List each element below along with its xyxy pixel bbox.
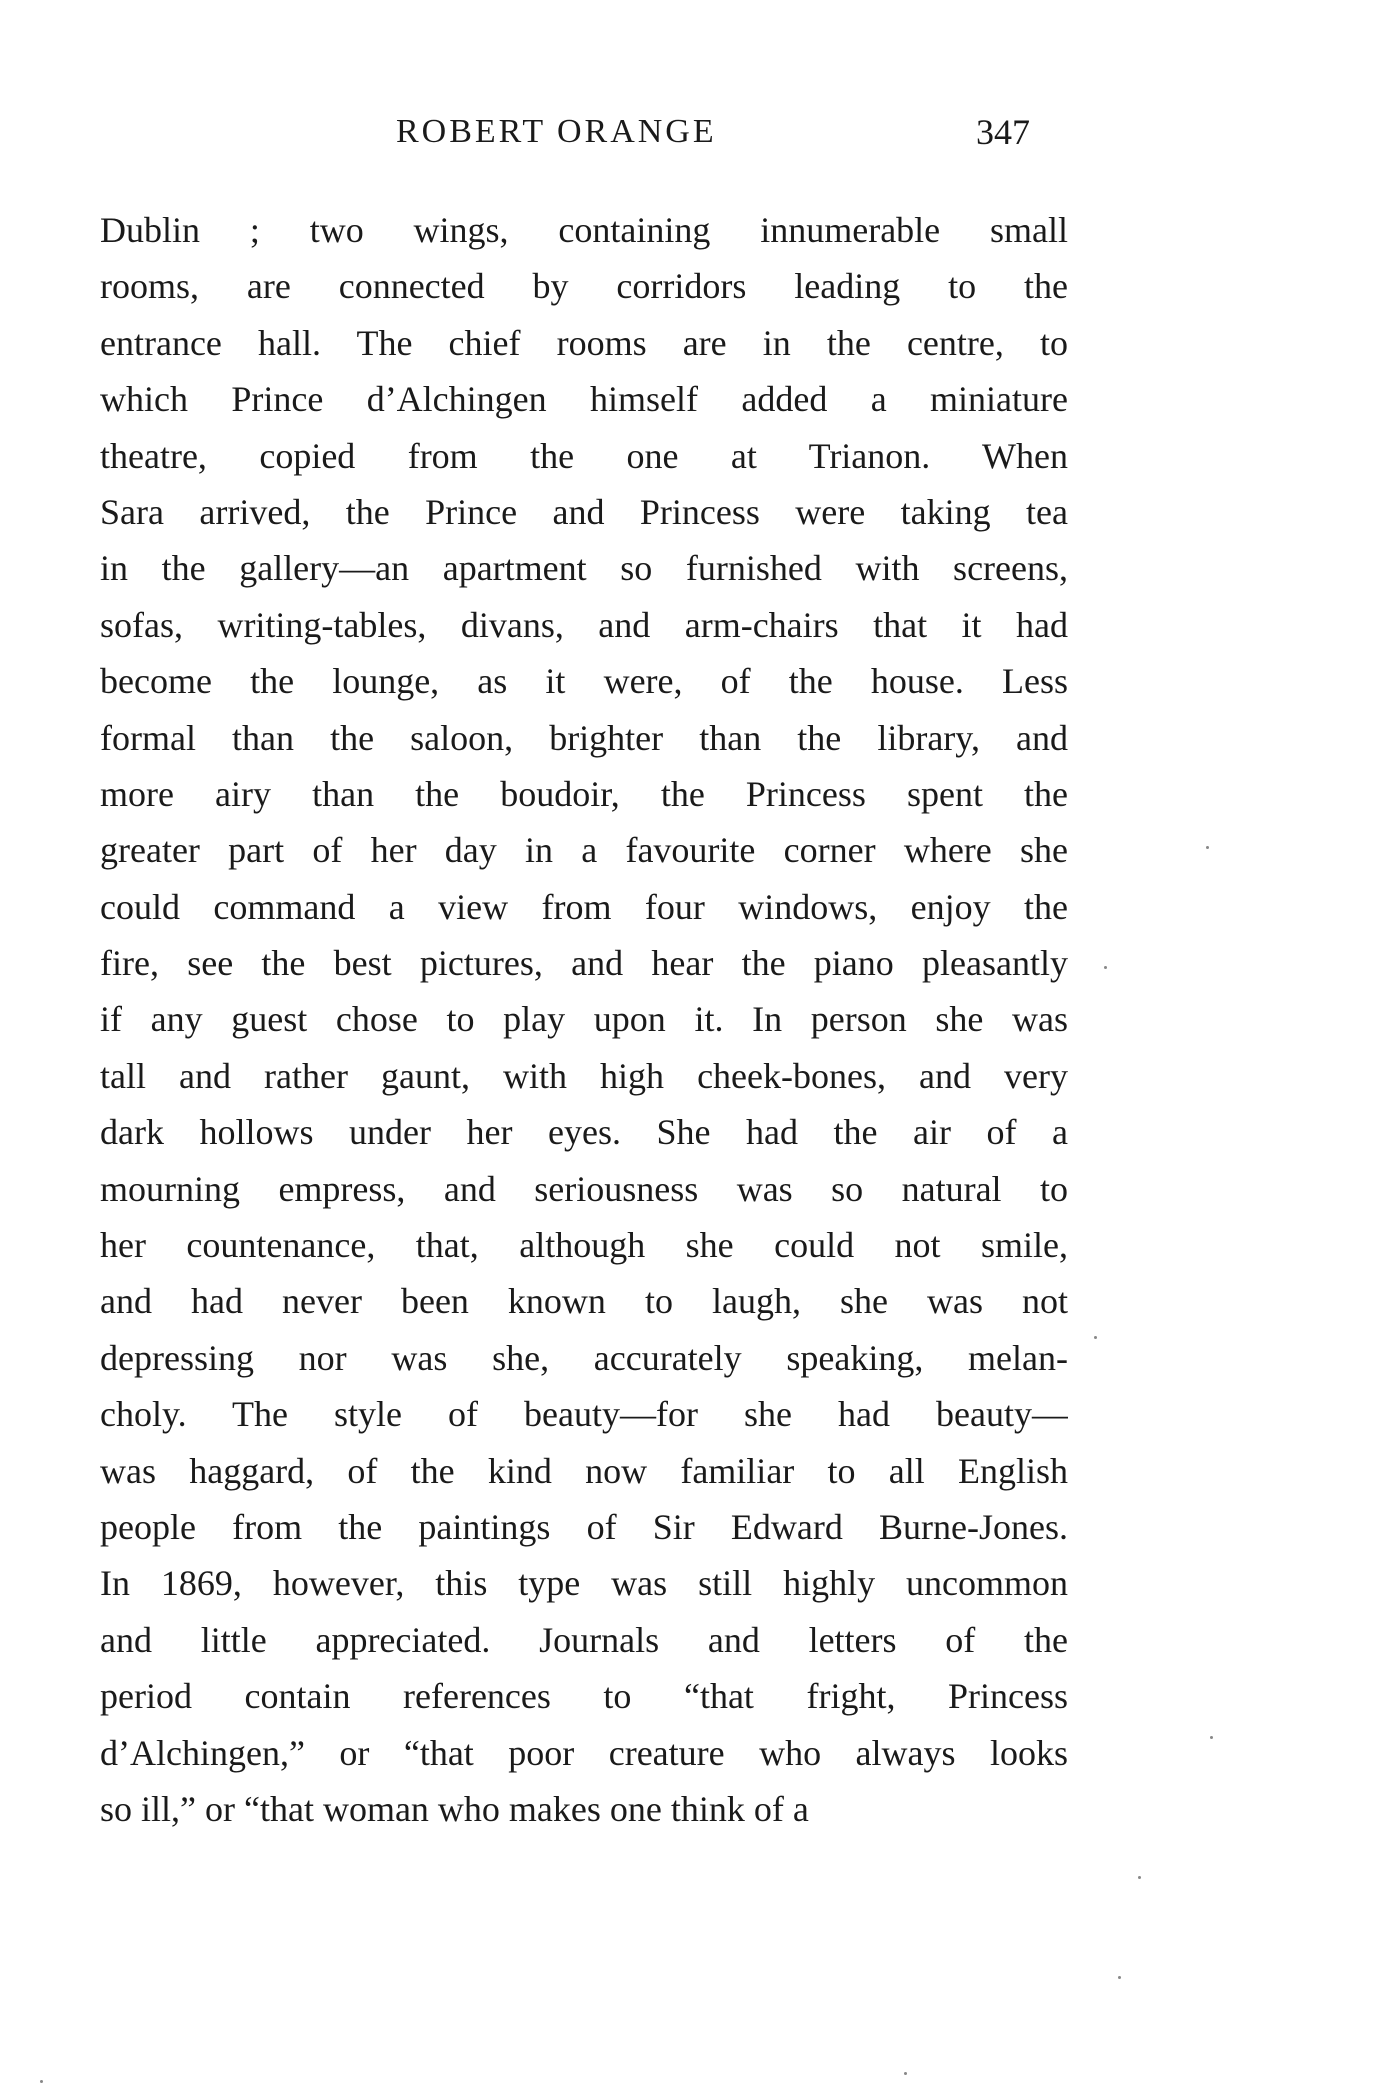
text-line: entrance hall. The chief rooms are in the centre, to <box>100 322 1068 363</box>
text-line: dark hollows under her eyes. She had the air of a <box>100 1112 1068 1153</box>
text-line: in the gallery—an apartment so furnished with screens, <box>100 548 1068 589</box>
paper-speck <box>904 2072 907 2075</box>
paper-speck <box>1210 1736 1213 1739</box>
text-line: choly. The style of beauty—for she had beauty— <box>100 1394 1068 1435</box>
text-line: fire, see the best pictures, and hear the piano pleasantly <box>100 943 1068 984</box>
text-line: which Prince d’Alchingen himself added a miniature <box>100 379 1068 420</box>
text-line: and little appreciated. Journals and letters of the <box>100 1619 1068 1660</box>
body-text <box>100 202 1068 1837</box>
text-line: if any guest chose to play upon it. In person she was <box>100 999 1068 1040</box>
text-line: d’Alchingen,” or “that poor creature who always looks <box>100 1732 1068 1773</box>
paper-speck <box>1118 1976 1121 1979</box>
text-line: tall and rather gaunt, with high cheek-bones, and very <box>100 1055 1068 1096</box>
text-line: could command a view from four windows, enjoy the <box>100 886 1068 927</box>
paper-speck <box>1138 1876 1141 1879</box>
running-title: ROBERT ORANGE <box>396 113 717 150</box>
text-line: Sara arrived, the Prince and Princess were taking tea <box>100 491 1068 532</box>
page-number: 347 <box>976 112 1030 152</box>
text-line: was haggard, of the kind now familiar to all English <box>100 1450 1068 1491</box>
text-line: period contain references to “that fright, Princess <box>100 1676 1068 1717</box>
text-line: formal than the saloon, brighter than the library, and <box>100 717 1068 758</box>
paper-speck <box>1094 1336 1097 1339</box>
text-line: theatre, copied from the one at Trianon. When <box>100 435 1068 476</box>
running-head <box>0 106 1390 166</box>
text-line: rooms, are connected by corridors leading to the <box>100 266 1068 307</box>
text-line: people from the paintings of Sir Edward Burne-Jones. <box>100 1506 1068 1547</box>
text-line: depressing nor was she, accurately speaking, melan- <box>100 1337 1068 1378</box>
text-line: so ill,” or “that woman who makes one think of a <box>100 1788 809 1829</box>
text-line: greater part of her day in a favourite corner where she <box>100 830 1068 871</box>
text-line: her countenance, that, although she could not smile, <box>100 1225 1068 1266</box>
text-line: sofas, writing-tables, divans, and arm-chairs that it had <box>100 604 1068 645</box>
paper-speck <box>40 2080 43 2083</box>
text-line: mourning empress, and seriousness was so natural to <box>100 1168 1068 1209</box>
text-line: more airy than the boudoir, the Princess spent the <box>100 773 1068 814</box>
paper-speck <box>1206 846 1209 849</box>
text-line: and had never been known to laugh, she was not <box>100 1281 1068 1322</box>
text-line: become the lounge, as it were, of the house. Less <box>100 661 1068 702</box>
text-line: Dublin ; two wings, containing innumerable small <box>100 210 1068 250</box>
text-line: In 1869, however, this type was still highly uncommon <box>100 1563 1068 1604</box>
paper-speck <box>1104 966 1107 969</box>
